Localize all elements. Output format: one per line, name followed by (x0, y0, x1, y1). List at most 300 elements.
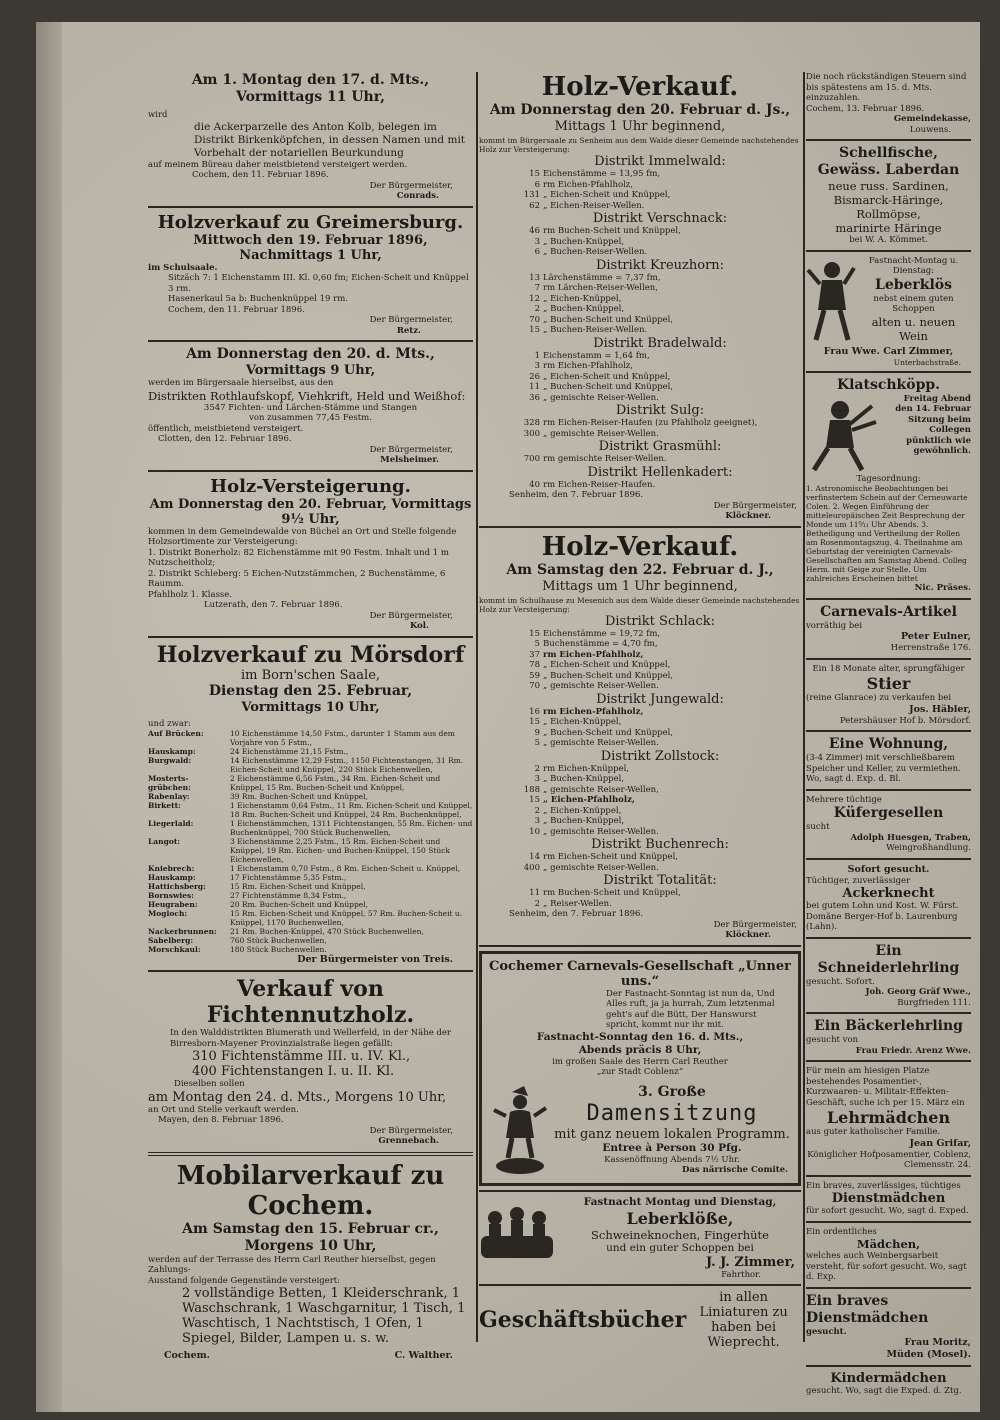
column-divider (803, 72, 805, 1342)
lot-quantity: 5 (534, 738, 540, 748)
divider (479, 1190, 801, 1192)
divider (148, 970, 473, 972)
lot-description: „ Buchen-Scheit und Knüppel, (543, 670, 674, 681)
lot-description: „ gemischte Reiser-Wellen. (543, 738, 659, 748)
lot-quantity: 12 (529, 293, 540, 304)
lot-quantity: 15 (529, 795, 540, 805)
lot-row (479, 283, 801, 294)
ad-heading: Ein Bäckerlehrling (814, 1018, 963, 1034)
lot-quantity: 2 (534, 763, 540, 774)
lot-quantity: 300 (523, 428, 540, 439)
lot-row (479, 325, 801, 336)
text: 3547 Fichten- und Lärchen-Stämme und Stangen (203, 402, 418, 413)
lot-district: Bornswies: (148, 891, 195, 900)
lot-description: 21 Rm. Buchen-Knüppel, 470 Stück Buchenwellen, (230, 927, 424, 936)
text: Cochem. (164, 1350, 210, 1361)
lot-row (479, 382, 801, 393)
text: öffentlich, meistbietend versteigert. (148, 423, 304, 434)
district-heading: Distrikt Buchenrech: (591, 837, 729, 852)
lot-row (479, 351, 801, 362)
lot-description: 180 Stück Buchenwellen. (230, 945, 327, 954)
ad-heading: Holzverkauf zu Greimersburg. (157, 211, 464, 233)
text: an Ort und Stelle verkauft werden. (148, 1104, 299, 1115)
ad-heading: Dienstmädchen (831, 1191, 946, 1206)
lot-row (479, 169, 801, 180)
text: kommt im Bürgersaale zu Senheim aus dem Walde dieser Gemeinde nachstehendes Holz zur Versteigerung: (479, 136, 799, 154)
lot-row (148, 891, 473, 900)
lot-description: rm Buchen-Scheit und Knüppel, (543, 226, 681, 236)
lot-district: Hattichsberg: (148, 882, 206, 891)
jester-figure-icon (488, 1082, 552, 1178)
divider (148, 206, 473, 208)
ad-heading: Ein Schneiderlehrling (817, 942, 960, 976)
text: Sitzäch 7: 1 Eichenstamm III. Kl. 0,60 fm; Eichen-Scheit und Knüppel 3 rm. (168, 273, 469, 294)
ad-fichtennutzholz (148, 976, 473, 1147)
ad-heading: Geschäftsbücher (479, 1307, 687, 1333)
ad-row (806, 394, 971, 474)
ad-date: Cochem, den 11. Februar 1896. (192, 170, 329, 180)
text: Fahrthor. (721, 1269, 761, 1280)
clapping-figure-icon (806, 394, 888, 474)
text: Mayen, den 8. Februar 1896. (158, 1115, 284, 1125)
text: Die noch rückständigen Steuern sind bis spätestens am 15. d. Mts. einzuzahlen. (806, 72, 967, 103)
text: 310 Fichtenstämme III. u. IV. Kl., (192, 1049, 411, 1064)
lot-row (479, 816, 801, 827)
text: für sofort gesucht. Wo, sagt d. Exped. (806, 1206, 969, 1216)
ad-ackerparzelle (148, 72, 473, 202)
signature: Der Bürgermeister, (713, 500, 797, 511)
lot-quantity: 6 (534, 247, 540, 257)
lot-row (479, 795, 801, 806)
lot-row (479, 361, 801, 372)
lot-quantity: 15 (529, 169, 540, 179)
signature: Der Bürgermeister, (369, 315, 453, 325)
text: 1. Astronomische Beobachtungen bei verfinstertem Schein auf der Cerneuwarte Colen. 2. Wegen Einführung der mitteleuropäischen Zeit Besprechung der Monde um 11⁰⁄₁₁ Uhr Abends. 3. Betheiligung und Vertheilung der Rollen am Rosenmontagszug. 4. Theilnahme am Geburtstag der vereinigten Carnevals-Gesellschaften am Samstag Abend. Colleg Herm. mit Geige zur Stelle. Um zahlreiches Erscheinen bittet (806, 484, 968, 583)
lot-row (479, 418, 801, 429)
lot-description: rm Eichen-Reiser-Haufen. (543, 479, 656, 490)
signature: Der Bürgermeister, (369, 444, 453, 455)
text: und ein guter Schoppen bei (606, 1241, 754, 1254)
text: Damensitzung (586, 1100, 758, 1126)
lot-row (479, 201, 801, 212)
text: Frau Friedr. Arenz Wwe. (855, 1045, 971, 1056)
ad-ackerknecht (806, 864, 971, 933)
district-heading: Distrikt Sulg: (615, 403, 705, 418)
text: J. J. Zimmer, (705, 1254, 795, 1270)
lot-row (479, 429, 801, 440)
lot-list (479, 154, 801, 490)
text: im Schulsaale. (148, 262, 218, 273)
ad-holzverkauf-moersdorf (148, 642, 473, 967)
text: Stier (866, 674, 911, 693)
lot-description: 3 Eichenstämme 2,25 Fstm., 15 Rm. Eichen-Scheit und Knüppel, 19 Rm. Eichen- und Buchen-Knüppel, 150 Stück Eichenwellen, (230, 837, 450, 864)
ad-lehrmaedchen (806, 1066, 971, 1171)
cooks-illustration-icon (479, 1196, 555, 1266)
district-heading: Distrikt Schlack: (604, 613, 716, 629)
text: 3. Große (638, 1083, 706, 1100)
ad-subheading: Morgens 10 Uhr, (244, 1237, 377, 1254)
lot-description: „ Eichen-Knüppel, (543, 717, 622, 727)
text: Müden (Mosel). (886, 1349, 971, 1360)
lot-quantity: 6 (534, 179, 540, 190)
lot-quantity: 15 (529, 325, 540, 335)
lot-row (479, 190, 801, 201)
lot-description: Eichenstämme = 19,72 fm, (543, 628, 661, 639)
lot-description: rm Eichen-Reiser-Haufen (zu Pfahlholz geeignet), (543, 418, 758, 428)
text: Joh. Georg Gräf Wwe., (865, 987, 971, 997)
signature: Der Bürgermeister, (369, 180, 453, 191)
lot-row (479, 629, 801, 640)
text: in allen Liniaturen zu haben bei Wieprecht. (699, 1290, 788, 1350)
lot-row (479, 639, 801, 650)
text: mit ganz neuem lokalen Programm. (554, 1126, 790, 1142)
lot-district: Kniebrech: (148, 864, 195, 873)
lot-description: „ gemischte Reiser-Wellen. (543, 826, 659, 837)
lot-district: Hauskamp: (148, 747, 196, 756)
district-heading: Distrikt Verschnack: (592, 211, 728, 226)
lot-description: rm Eichen-Pfahlholz, (543, 706, 644, 717)
district-heading: Distrikt Immelwald: (594, 154, 726, 169)
lot-row (479, 650, 801, 661)
lot-description: 15 Rm. Eichen-Scheit und Knüppel, 57 Rm. Buchen-Scheit u. Knüppel, 1170 Buchenwellen, (230, 909, 463, 927)
lot-description: 24 Eichenstämme 21,15 Fstm., (230, 747, 349, 756)
lot-quantity: 36 (529, 392, 540, 403)
lot-description: „ Buchen-Scheit und Knüppel, (543, 727, 674, 738)
lot-description: Buchenstämme = 4,70 fm, (543, 639, 658, 649)
text: Cochem, den 11. Februar 1896. (168, 304, 305, 315)
text: vorräthig bei (806, 620, 863, 631)
ad-holzversteigerung (148, 476, 473, 632)
lot-description: Lärchenstämme = 7,37 fm, (543, 272, 661, 283)
column-middle (479, 72, 801, 1350)
lot-row (148, 747, 473, 756)
lot-row (148, 936, 473, 945)
lot-quantity: 131 (523, 190, 540, 200)
lot-list (148, 729, 473, 954)
signature: Louwens. (909, 124, 951, 135)
divider (806, 250, 971, 252)
lot-row (148, 900, 473, 909)
text: Ein ordentliches (806, 1226, 877, 1237)
text: aus guter katholischer Familie. (806, 1127, 941, 1137)
lot-row (148, 882, 473, 891)
text: Mittags um 1 Uhr beginnend, (542, 578, 738, 594)
ad-heading: Holz-Verkauf. (541, 531, 739, 562)
lot-row (479, 681, 801, 692)
ad-heading: Eine Wohnung, (828, 736, 949, 752)
lot-quantity: 16 (529, 706, 540, 717)
lot-quantity: 11 (529, 382, 540, 392)
text: Freitag Abend den 14. Februar Sitzung beim Collegen pünktlich wie gewöhnlich. (895, 393, 971, 456)
text: C. Walther. (394, 1350, 453, 1361)
lot-district: Morschkaul: (148, 945, 201, 954)
lot-row (148, 837, 473, 864)
lot-description: 20 Rm. Buchen-Scheit und Knüppel, (230, 900, 368, 909)
text: Das närrische Comite. (682, 1165, 788, 1175)
lot-district: Mostertsgrübchen: (148, 774, 191, 792)
ad-holzverkauf-greimersburg (148, 212, 473, 337)
text: In den Walddistrikten Blumerath und Wellerfeld, in der Nähe der Birresborn-Mayener Provinzialstraße liegen gefällt: (170, 1028, 451, 1049)
text: Bismarck-Häringe, (833, 193, 944, 207)
ad-subheading: Am Samstag den 15. Februar cr., (182, 1220, 439, 1237)
lot-description: „ Eichen-Knüppel, (543, 293, 622, 304)
lot-quantity: 7 (534, 283, 540, 293)
ad-heading: Holzverkauf zu Mörsdorf (156, 641, 465, 668)
lot-description: rm Buchen-Scheit und Knüppel, (543, 888, 681, 898)
lot-description: rm Eichen-Scheit und Knüppel, (543, 852, 679, 862)
text: nebst einem guten Schoppen (873, 293, 954, 314)
lot-row (479, 247, 801, 258)
text: werden im Bürgersaale hierselbst, aus den (148, 378, 334, 388)
lot-description: „ Eichen-Scheit und Knüppel, (543, 190, 671, 200)
lot-quantity: 15 (529, 717, 540, 727)
lot-description: „ gemischte Reiser-Wellen, (543, 784, 659, 795)
column-right (806, 72, 971, 1397)
lot-description: „ Eichen-Pfahlholz, (543, 795, 635, 805)
ad-fastnacht-zimmer (479, 1196, 801, 1281)
text: Fastnacht-Montag u. Dienstag: (868, 255, 959, 276)
signature: Der Bürgermeister, (713, 919, 797, 930)
divider (148, 340, 473, 342)
lot-quantity: 78 (529, 660, 540, 670)
ad-heading: Gewäss. Laberdan (817, 162, 960, 178)
column-left (148, 72, 473, 1362)
ad-heading: Mobilarverkauf zu Cochem. (176, 1160, 445, 1221)
divider (806, 858, 971, 860)
signature: Kol. (409, 621, 429, 631)
lot-row (479, 372, 801, 383)
divider (806, 937, 971, 939)
text: Tagesordnung: (856, 473, 921, 484)
signature: Grennebach. (378, 1136, 439, 1146)
lot-description: 17 Fichtenstämme 5,35 Fstm., (230, 873, 347, 882)
lot-row (479, 480, 801, 491)
text: sucht (806, 822, 830, 832)
text: gesucht von (806, 1035, 859, 1045)
divider (806, 1365, 971, 1367)
ad-heading: Vormittags 9 Uhr, (245, 363, 376, 378)
signature: Conrads. (396, 191, 439, 201)
lot-description: „ Buchen-Reiser-Wellen. (543, 325, 648, 335)
lot-district: Burgwald: (148, 756, 192, 765)
text: neue russ. Sardinen, (828, 179, 949, 193)
text: welches auch Weinbergsarbeit versteht, für sofort gesucht. Wo, sagt d. Exp. (806, 1251, 967, 1282)
lot-district: Mogloch: (148, 909, 188, 918)
lot-quantity: 37 (529, 649, 540, 660)
lot-description: 10 Eichenstämme 14,50 Fstm., darunter 1 Stamm aus dem Vorjahre von 5 Fstm., (230, 729, 455, 747)
text: Herrenstraße 176. (890, 643, 971, 653)
lot-district: Nackerbrunnen: (148, 927, 217, 936)
text: im großen Saale des Herrn Carl Reuther (552, 1056, 728, 1067)
ad-schneiderlehrling (806, 943, 971, 1009)
lot-quantity: 14 (529, 852, 540, 862)
district-heading: Distrikt Hellenkadert: (587, 464, 733, 480)
text: gesucht. Wo, sagt die Exped. d. Ztg. (806, 1386, 962, 1396)
divider (806, 1060, 971, 1062)
lot-quantity: 5 (534, 639, 540, 649)
text: Ein braves, zuverlässiges, tüchtiges (806, 1180, 961, 1191)
text: Weingroßhandlung. (886, 843, 971, 853)
ad-body (555, 1196, 801, 1281)
lot-row (479, 806, 801, 817)
lot-row (148, 792, 473, 801)
ad-schellfische (806, 145, 971, 246)
lot-row (148, 864, 473, 873)
text: Abends präcis 8 Uhr, (578, 1043, 702, 1056)
lot-district: Heugraben: (148, 900, 198, 909)
lot-quantity: 46 (529, 226, 540, 236)
dancing-jester-icon (806, 256, 856, 346)
lot-description: „ gemischte Reiser-Wellen. (543, 392, 659, 403)
divider (806, 1012, 971, 1014)
text: kommen in dem Gemeindewalde von Büchel an Ort und Stelle folgende Holzsortimente zur Versteigerung: (148, 526, 457, 547)
lot-quantity: 2 (534, 898, 540, 909)
lot-quantity: 2 (534, 304, 540, 314)
lot-description: „ Reiser-Wellen. (543, 898, 612, 909)
lot-row (479, 237, 801, 248)
lot-row (148, 774, 473, 792)
lot-quantity: 40 (529, 479, 540, 490)
text: Leberklöße, (626, 1208, 734, 1228)
lot-quantity: 188 (523, 784, 540, 795)
lot-description: 1 Eichenstämmchen, 1311 Fichtenstangen, 55 Rm. Eichen- und Buchenknüppel, 700 Stück Buchenwellen, (230, 819, 473, 837)
lot-description: „ Buchen-Knüppel, (543, 774, 625, 784)
lot-district: Liegerlald: (148, 819, 194, 828)
lot-row (479, 660, 801, 671)
divider (806, 139, 971, 141)
text: und zwar: (148, 718, 191, 729)
lot-quantity: 1 (534, 350, 540, 361)
lot-quantity: 62 (529, 200, 540, 211)
text: „zur Stadt Coblenz“ (596, 1067, 684, 1077)
ad-heading: Schellfische, (839, 145, 938, 161)
text: 1. Distrikt Bonerholz: 82 Eichenstämme mit 90 Festm. Inhalt und 1 m Nutzscheitholz; (148, 547, 449, 568)
district-heading: Distrikt Totalität: (603, 873, 717, 888)
ad-kuefergesellen (806, 795, 971, 854)
lot-quantity: 70 (529, 681, 540, 691)
lot-row (148, 873, 473, 882)
text: Jean Grifar, (909, 1137, 971, 1149)
divider (806, 371, 971, 373)
signature: Klöckner. (725, 930, 771, 940)
lot-row (479, 315, 801, 326)
text: Frau Moritz, (904, 1337, 971, 1348)
ad-body: die Ackerparzelle des Anton Kolb, belegen im Distrikt Birkenköpfchen, in dessen Namen und mit Vorbehalt der notariellen Beurkundung (194, 120, 466, 159)
ad-body (856, 256, 971, 346)
ad-kindermaedchen (806, 1371, 971, 1397)
divider (806, 658, 971, 660)
divider (148, 1152, 473, 1156)
lot-description: Eichenstamm = 1,64 fm, (543, 350, 650, 361)
lot-row (479, 180, 801, 191)
text: Frau Wwe. Carl Zimmer, (823, 345, 954, 357)
lot-row (479, 226, 801, 237)
lot-quantity: 13 (529, 272, 540, 283)
text: bei W. A. Kömmet. (849, 235, 928, 245)
ad-klatschkoepp (806, 377, 971, 594)
lot-row (148, 945, 473, 954)
district-heading: Distrikt Kreuzhorn: (595, 257, 725, 273)
text: werden auf der Terrasse des Herrn Carl Reuther hierselbst, gegen Zahlungs- (148, 1254, 436, 1275)
lot-description: „ Buchen-Scheit und Knüppel, (543, 314, 674, 325)
lot-district: Sabelberg: (148, 936, 194, 945)
lot-row (479, 827, 801, 838)
lot-row (479, 852, 801, 863)
text: Dieselben sollen (174, 1079, 245, 1089)
district-heading: Distrikt Grasmühl: (598, 439, 722, 454)
lot-row (479, 454, 801, 465)
text: Jos. Häbler, (909, 703, 971, 715)
text: Clotten, den 12. Februar 1896. (158, 434, 292, 444)
signature: Retz. (396, 325, 421, 336)
text: Adolph Huesgen, Traben, (850, 832, 971, 843)
ad-subheading: Am Donnerstag den 20. Februar d. Js., (489, 102, 791, 118)
ad-heading: Klatschköpp. (836, 376, 941, 393)
text: Schweineknochen, Fingerhüte (591, 1227, 769, 1242)
lot-quantity: 10 (529, 826, 540, 837)
signature: Der Bürgermeister, (369, 1125, 453, 1136)
lot-quantity: 3 (534, 236, 540, 247)
lot-quantity: 15 (529, 628, 540, 639)
lot-district: Langot: (148, 837, 181, 846)
divider (806, 1221, 971, 1223)
text: gesucht. Sofort. (806, 976, 875, 987)
lot-row (479, 888, 801, 899)
text: 400 Fichtenstangen I. u. II. Kl. (192, 1064, 395, 1079)
signature: Klöckner. (725, 511, 771, 521)
lot-row (479, 785, 801, 796)
lot-description: „ Buchen-Reiser-Wellen. (543, 247, 648, 257)
lot-description: 15 Rm. Eichen-Scheit und Knüppel, (230, 882, 366, 891)
ad-heading: Mädchen, (856, 1237, 921, 1251)
lot-row (479, 671, 801, 682)
text: Entree à Person 30 Pfg. (602, 1141, 742, 1154)
ad-heading: Carnevals-Artikel (820, 603, 957, 620)
lot-row (479, 393, 801, 404)
ad-heading: Am 1. Montag den 17. d. Mts., (191, 72, 430, 88)
district-heading: Distrikt Zollstock: (600, 748, 720, 764)
ad-geschaeftsbuecher (479, 1290, 801, 1350)
text: Mittags 1 Uhr beginnend, (554, 119, 726, 134)
lot-row (479, 707, 801, 718)
lot-row (479, 764, 801, 775)
lot-quantity: 70 (529, 314, 540, 325)
ad-subheading: Am Samstag den 22. Februar d. J., (506, 561, 774, 578)
lot-description: „ Eichen-Scheit und Knüppel, (543, 371, 671, 382)
lot-row (479, 717, 801, 728)
signature: Der Bürgermeister, (369, 610, 453, 621)
lot-quantity: 400 (523, 862, 540, 873)
text: Ackerknecht (842, 886, 935, 901)
text: Distrikten Rothlaufskopf, Viehkrift, Held und Weißhof: (148, 388, 466, 403)
text: bei gutem Lohn und Kost. W. Fürst. Domäne Berger-Hof b. Laurenburg (Lahn). (806, 901, 959, 932)
lot-description: „ Eichen-Knüppel, (543, 805, 622, 816)
lot-description: „ gemischte Reiser-Wellen. (543, 428, 659, 439)
lot-description: „ Eichen-Reiser-Wellen. (543, 200, 645, 211)
text: Senheim, den 7. Februar 1896. (509, 490, 644, 500)
lot-row (479, 273, 801, 284)
signature: Der Bürgermeister von Treis. (297, 954, 453, 965)
ad-body (552, 1084, 792, 1176)
ad-holzverkauf-senheim-1 (479, 72, 801, 522)
text: Fastnacht Montag und Dienstag, (583, 1195, 777, 1208)
ad-mobilarverkauf (148, 1161, 473, 1363)
lot-row (479, 899, 801, 910)
lot-description: 2 Eichenstämme 6,56 Fstm., 34 Rm. Eichen-Scheit und Knüppel, 15 Rm. Buchen-Scheit und Knüppel, (230, 774, 441, 792)
ad-maedchen (806, 1227, 971, 1283)
lot-row (148, 801, 473, 819)
text: Ausstand folgende Gegenstände versteigert: (148, 1275, 341, 1286)
